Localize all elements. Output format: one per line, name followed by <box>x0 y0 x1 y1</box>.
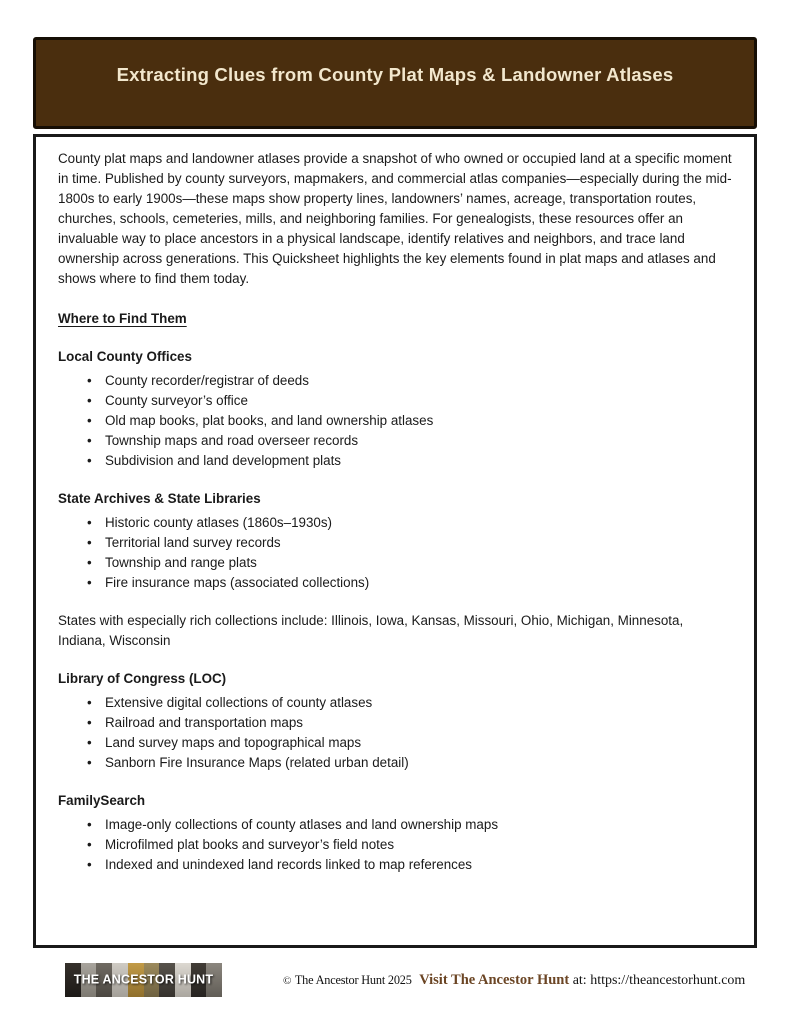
list-item: • Microfilmed plat books and surveyor’s field notes <box>105 835 732 855</box>
title-banner <box>33 37 757 129</box>
subsection-heading-local-county-offices: Local County Offices <box>58 349 192 364</box>
list-item: • Indexed and unindexed land records linked to map references <box>105 855 732 875</box>
list-item: • Extensive digital collections of county atlases <box>105 693 732 713</box>
list-item: • Railroad and transportation maps <box>105 713 732 733</box>
footer-url[interactable]: https://theancestorhunt.com <box>590 972 746 988</box>
ancestor-hunt-logo <box>65 963 222 997</box>
list-item: • Sanborn Fire Insurance Maps (related urban detail) <box>105 753 732 773</box>
footer <box>65 963 745 997</box>
subsection-heading-familysearch: FamilySearch <box>58 793 146 808</box>
list-item: • Old map books, plat books, and land ownership atlases <box>105 411 732 431</box>
copyright-symbol: © <box>283 974 292 987</box>
subsection-heading-library-of-congress: Library of Congress (LOC) <box>58 671 227 686</box>
list-item: • Township and range plats <box>105 553 732 573</box>
footer-at-label: at: <box>572 972 587 988</box>
list-item: • Township maps and road overseer records <box>105 431 732 451</box>
list-item: • County surveyor’s office <box>105 391 732 411</box>
footer-copyright-line <box>283 972 745 989</box>
list-item: • Subdivision and land development plats <box>105 451 732 471</box>
copyright-text: The Ancestor Hunt 2025 <box>294 972 412 987</box>
page-title: Extracting Clues from County Plat Maps & Landowner Atlases <box>116 64 674 85</box>
list-item: • Historic county atlases (1860s–1930s) <box>105 513 732 533</box>
logo-text: THE ANCESTOR HUNT <box>73 972 214 987</box>
library-of-congress-list <box>58 693 732 773</box>
content-panel <box>33 134 757 948</box>
section-heading-where-to-find-them: Where to Find Them <box>58 311 187 326</box>
familysearch-list <box>58 815 732 875</box>
list-item: • Territorial land survey records <box>105 533 732 553</box>
list-item: • Fire insurance maps (associated collections) <box>105 573 732 593</box>
rich-collections-note: States with especially rich collections include: Illinois, Iowa, Kansas, Missouri, Ohio, Michigan, Minnesota, Indiana, Wisconsin <box>58 613 684 648</box>
local-county-offices-list <box>58 371 732 471</box>
list-item: • Image-only collections of county atlases and land ownership maps <box>105 815 732 835</box>
subsection-heading-state-archives: State Archives & State Libraries <box>58 491 261 506</box>
state-archives-list <box>58 513 732 593</box>
list-item: • County recorder/registrar of deeds <box>105 371 732 391</box>
list-item: • Land survey maps and topographical maps <box>105 733 732 753</box>
intro-paragraph: County plat maps and landowner atlases provide a snapshot of who owned or occupied land at a specific moment in time. Published by county surveyors, mapmakers, and commercial atlas companies—especially during the mid-1800s to early 1900s—these maps show property lines, landowners’ names, acreage, transportation routes, churches, schools, cemeteries, mills, and neighboring families. For genealogists, these resources offer an invaluable way to place ancestors in a physical landscape, identify relatives and neighbors, and trace land ownership across generations. This Quicksheet highlights the key elements found in plat maps and atlases and shows where to find them today. <box>58 151 732 286</box>
visit-label: Visit The Ancestor Hunt <box>419 971 570 988</box>
